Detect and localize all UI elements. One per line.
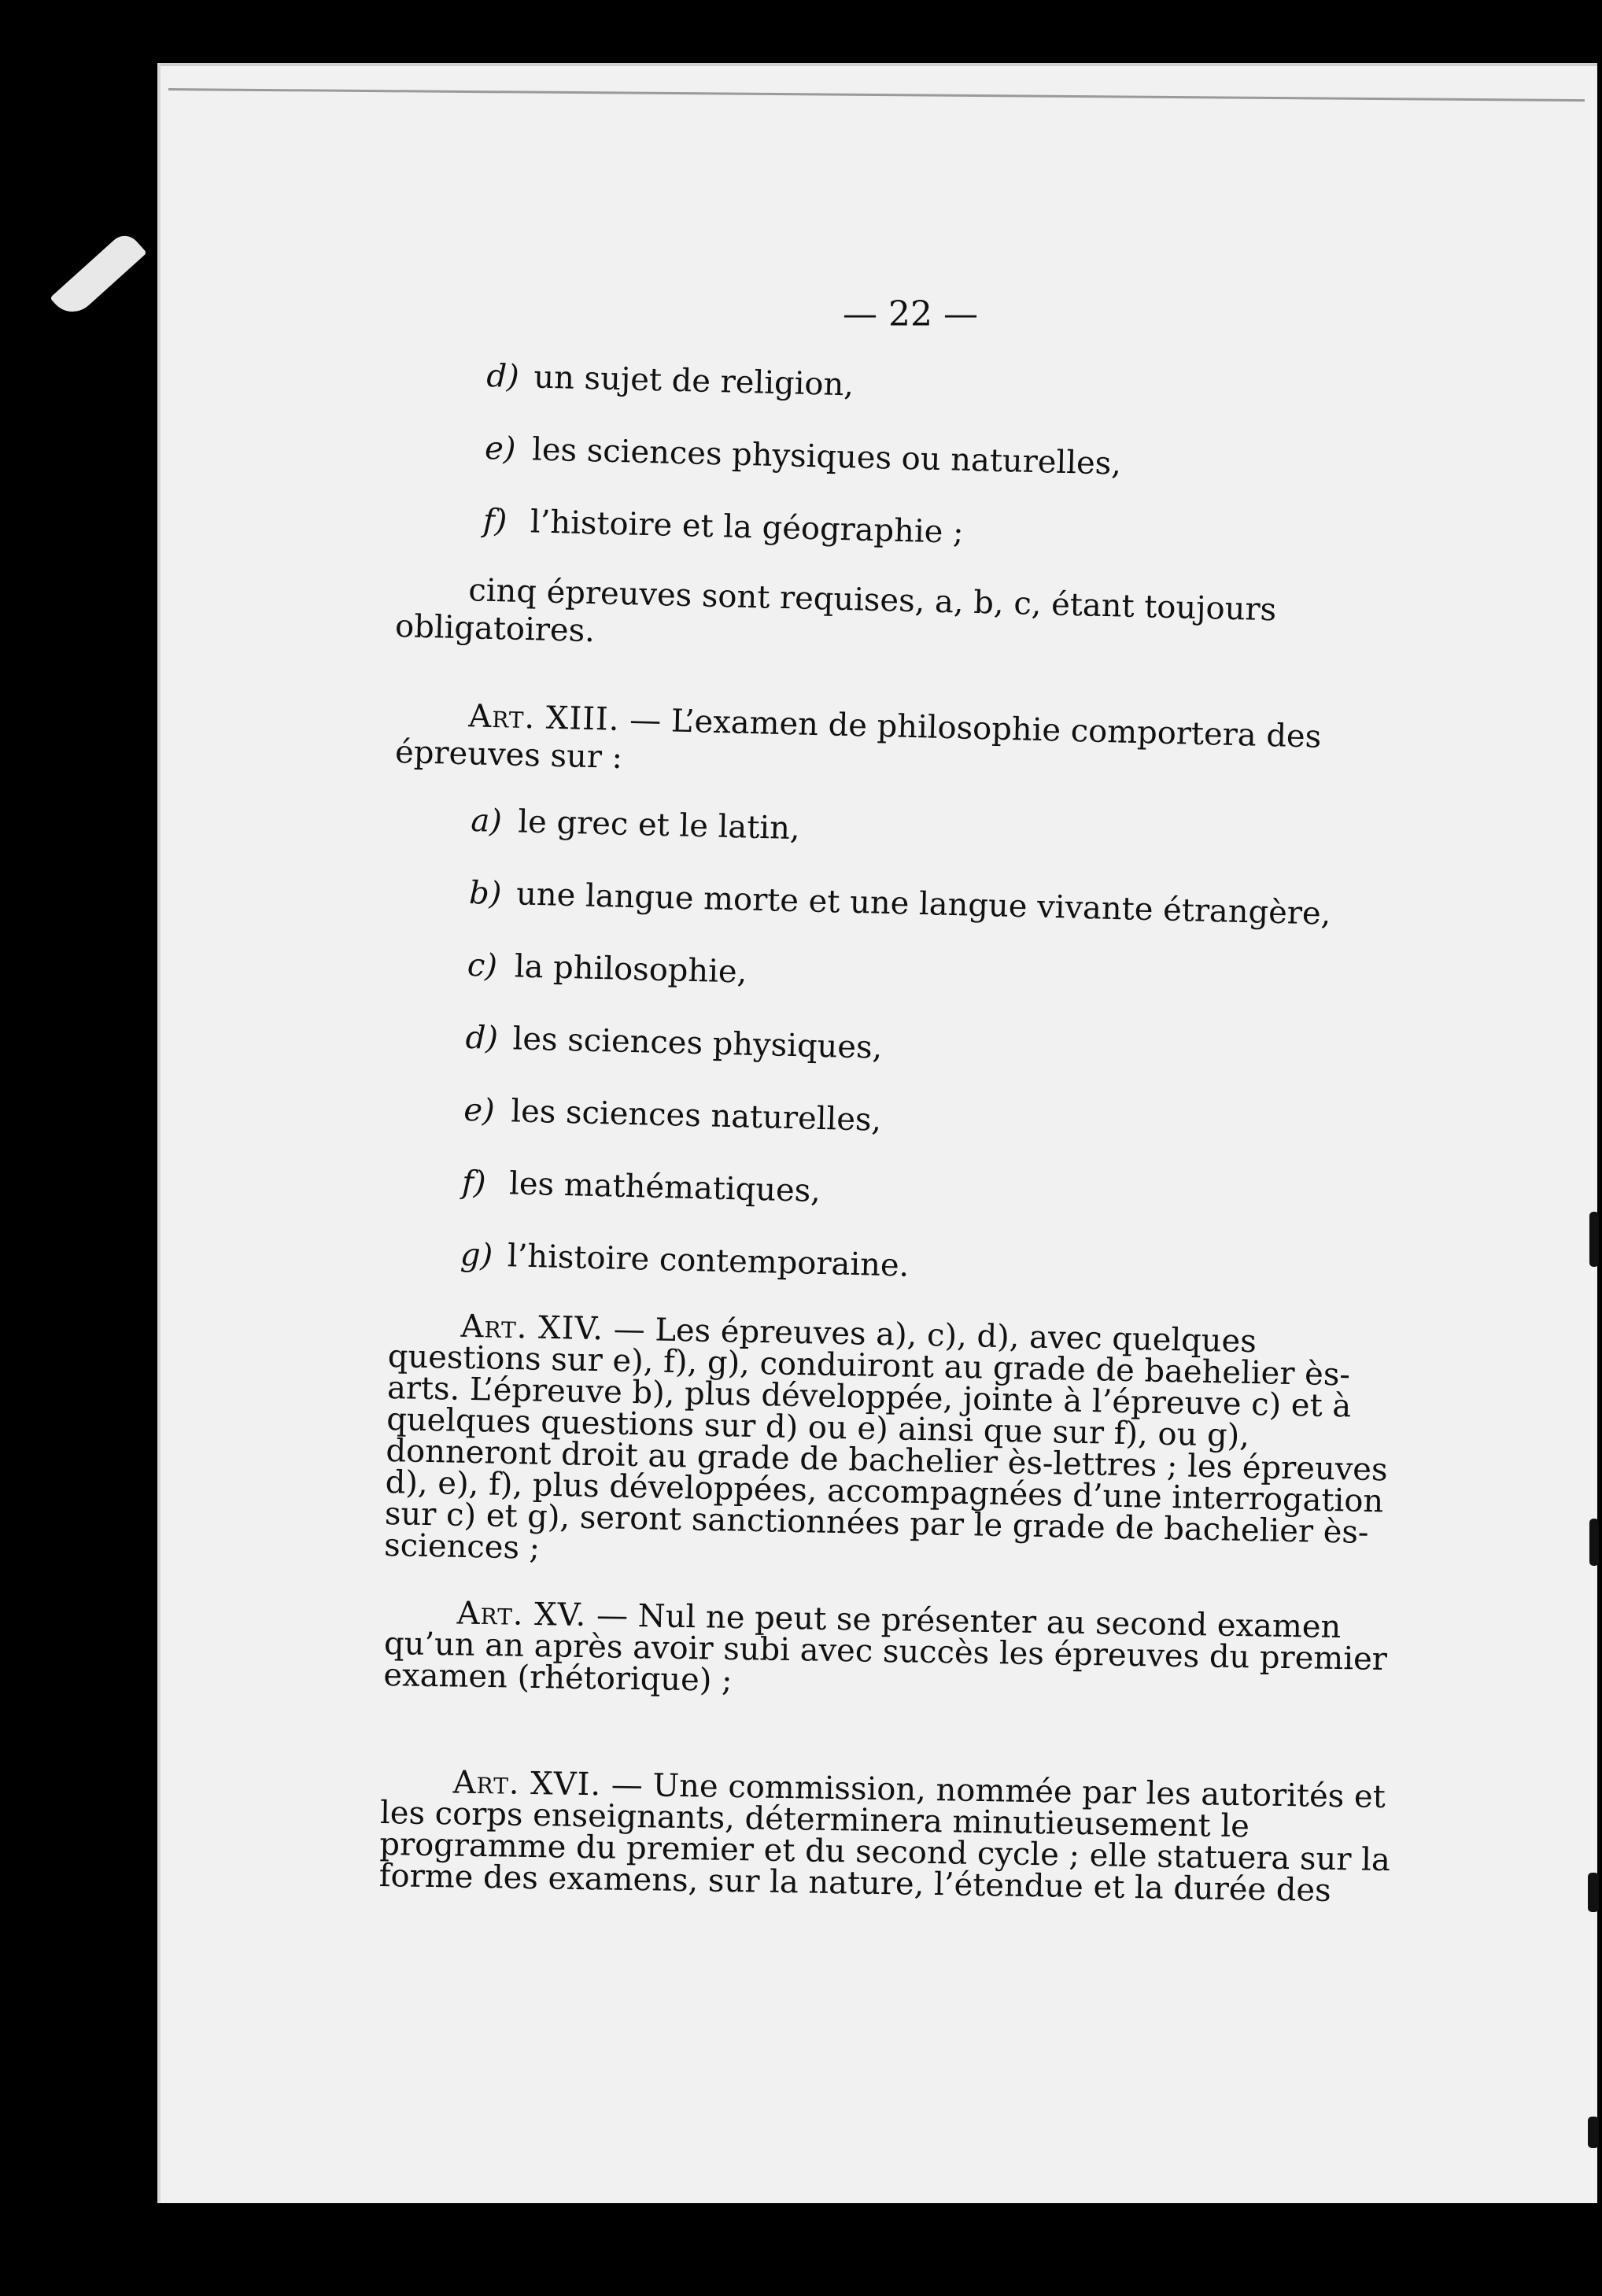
list-item (460, 1236, 1452, 1298)
article-text: — L’examen de philosophie comportera des épreuves sur : (394, 702, 1322, 777)
article-14 (384, 1309, 1419, 1581)
item-letter: b) (468, 874, 502, 912)
article-text: — Une commission, nommée par les autorités et les corps enseignants, déterminera minutieusement le programme du premier et du second cycle ; elle statuera sur la forme des examens, sur la nature, l’étendue et la durée des (378, 1766, 1391, 1909)
article-label: Art. XIII. (467, 698, 621, 738)
binding-mark (1588, 2117, 1599, 2148)
item-letter: f) (461, 1164, 487, 1202)
item-text: l’histoire et la géographie ; (530, 504, 965, 551)
article-paragraph (378, 1766, 1415, 1908)
item-text: les mathématiques, (508, 1165, 821, 1209)
list-religion-sciences (482, 357, 1470, 598)
article-label: Art. XVI. (452, 1764, 602, 1803)
article-15 (383, 1596, 1416, 1707)
item-letter: a) (470, 802, 503, 840)
item-letter: d) (465, 1019, 499, 1057)
item-text: les sciences naturelles, (510, 1093, 882, 1139)
item-text: un sujet de religion, (533, 359, 855, 404)
item-letter: e) (463, 1091, 496, 1129)
item-letter: e) (484, 430, 516, 467)
list-item (471, 802, 1463, 864)
binding-mark (1589, 1212, 1599, 1267)
list-item (465, 1019, 1457, 1081)
article-paragraph (384, 1309, 1419, 1581)
list-philosophie-epreuves (459, 802, 1462, 1333)
item-text: l’histoire contemporaine. (507, 1238, 910, 1284)
paragraph-body: cinq épreuves sont requises, a, b, c, étant toujours obligatoires. (394, 572, 1277, 650)
item-text: la philosophie, (514, 948, 747, 991)
article-text: — Les épreuves a), c), d), avec quelques questions sur e), f), g), conduiront au grade de baehelier ès-arts. L’épreuve b), plus développée, jointe à l’épreuve c) et à quelques questions sur d) ou e) ainsi que sur f), ou g), donneront droit au grade de bachelier ès-lettres ; les épreuves d), e), f), plus développées, accompagnées d’une interrogation sur c) et g), seront sanctionnées par le grade de bachelier ès-sciences ; (383, 1311, 1388, 1567)
list-item (467, 947, 1459, 1009)
item-letter: f) (482, 502, 508, 540)
article-paragraph (383, 1596, 1416, 1707)
list-item (463, 1091, 1456, 1154)
item-letter: c) (467, 947, 498, 984)
article-16 (378, 1766, 1415, 1908)
list-item (469, 874, 1461, 936)
page-number: — 22 — (843, 294, 978, 334)
list-item (485, 430, 1469, 492)
article-label: Art. XIV. (460, 1308, 604, 1348)
article-paragraph (395, 696, 1443, 796)
document-page (157, 63, 1597, 2203)
item-text: les sciences physiques, (512, 1021, 883, 1066)
list-item (482, 502, 1467, 564)
binding-mark (1589, 1519, 1599, 1566)
list-item (486, 357, 1471, 419)
article-13 (395, 696, 1443, 796)
paper-scrap (50, 230, 146, 322)
item-letter: g) (460, 1236, 493, 1274)
page-top-rule (168, 88, 1585, 102)
article-label: Art. XV. (456, 1595, 587, 1634)
binding-mark (1588, 1873, 1599, 1912)
list-item (462, 1164, 1454, 1226)
item-letter: d) (485, 357, 520, 395)
article-text: — Nul ne peut se présenter au second examen qu’un an après avoir subi avec succès les épreuves du premier examen (rhétorique) ; (383, 1597, 1388, 1699)
item-text: une langue morte et une langue vivante étrangère, (515, 876, 1331, 932)
item-text: les sciences physiques ou naturelles, (531, 431, 1122, 482)
item-text: le grec et le latin, (517, 803, 801, 847)
